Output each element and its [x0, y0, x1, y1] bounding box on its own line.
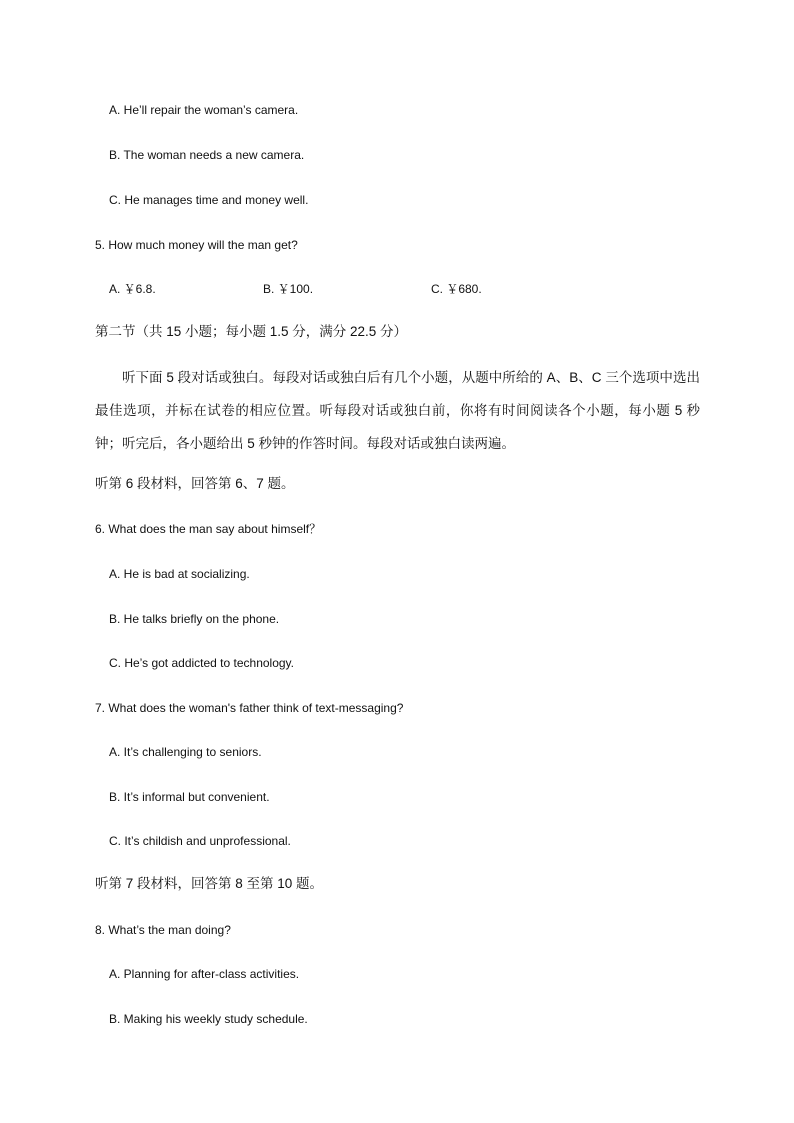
q7-option-b: B. It’s informal but convenient. [109, 790, 270, 804]
q7-option-a: A. It’s challenging to seniors. [109, 745, 262, 759]
q8-question: 8. What’s the man doing? [95, 923, 231, 937]
q4-option-c: C. He manages time and money well. [109, 193, 309, 207]
q5-option-b: B. ￥100. [263, 282, 314, 296]
q6-question: 6. What does the man say about himself？ [95, 522, 322, 536]
q8-option-a: A. Planning for after-class activities. [109, 967, 300, 981]
q8-option-b: B. Making his weekly study schedule. [109, 1012, 308, 1026]
q5-option-c: C. ￥680. [431, 282, 482, 296]
material-7-heading: 听第 7 段材料，回答第 8 至第 10 题。 [95, 876, 324, 891]
q7-question: 7. What does the woman's father think of text-messaging? [95, 701, 404, 715]
q6-option-b: B. He talks briefly on the phone. [109, 612, 280, 626]
q4-option-a: A. He’ll repair the woman’s camera. [109, 103, 299, 117]
q4-option-b: B. The woman needs a new camera. [109, 148, 305, 162]
material-6-heading: 听第 6 段材料，回答第 6、7 题。 [95, 476, 295, 491]
q7-option-c: C. It’s childish and unprofessional. [109, 834, 291, 848]
q6-option-a: A. He is bad at socializing. [109, 567, 250, 581]
q5-option-a: A. ￥6.8. [109, 282, 156, 296]
q6-option-c: C. He’s got addicted to technology. [109, 656, 295, 670]
section-instructions: 听下面 5 段对话或独白。每段对话或独白后有几个小题，从题中所给的 A、B、C 三个选项中选出最佳选项，并标在试卷的相应位置。听每段对话或独白前，你将有时间阅读各个小题，每小题 5 秒钟；听完后，各小题给出 5 秒钟的作答时间。每段对话或独白读两遍。 [95, 370, 700, 451]
q5-question: 5. How much money will the man get? [95, 238, 298, 252]
section-heading: 第二节（共 15 小题；每小题 1.5 分，满分 22.5 分） [95, 324, 408, 339]
